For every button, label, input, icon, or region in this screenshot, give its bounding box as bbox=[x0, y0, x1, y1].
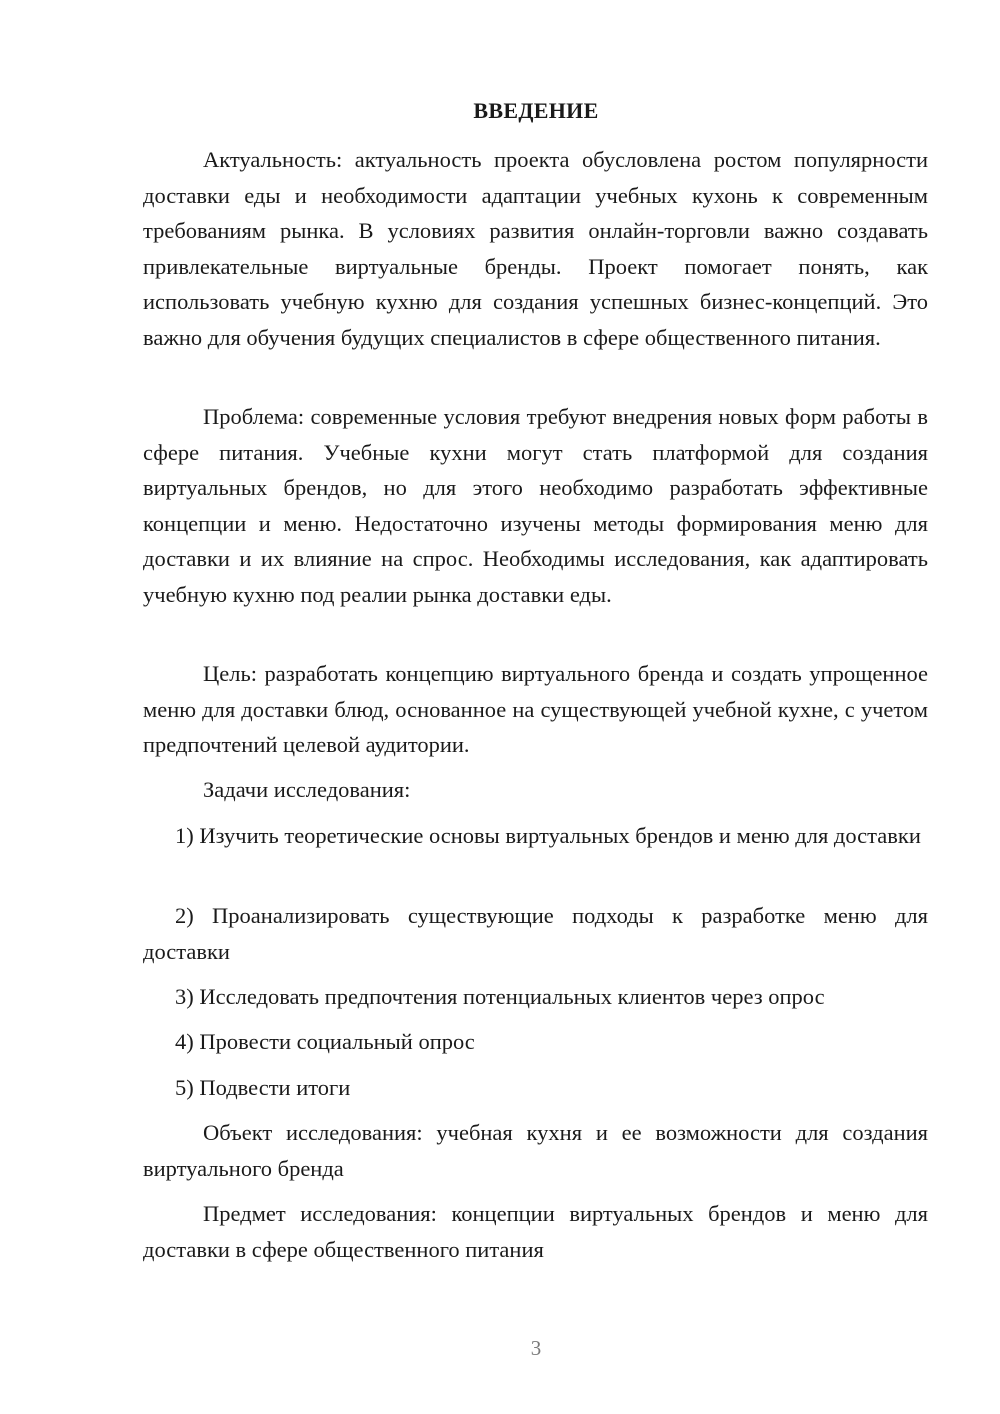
task-item-4: 4) Провести социальный опрос bbox=[175, 1029, 475, 1054]
paragraph-object: Объект исследования: учебная кухня и ее возможности для создания виртуального бренда bbox=[143, 1120, 928, 1181]
task-item-2: 2) Проанализировать существующие подходы к разработке меню для доставки bbox=[143, 903, 928, 964]
task-item-3: 3) Исследовать предпочтения потенциальных клиентов через опрос bbox=[175, 984, 825, 1009]
task-item-1: 1) Изучить теоретические основы виртуальных брендов и меню для доставки bbox=[175, 823, 921, 848]
paragraph-subject: Предмет исследования: концепции виртуальных брендов и меню для доставки в сфере общественного питания bbox=[143, 1201, 928, 1262]
paragraph-relevance: Актуальность: актуальность проекта обусловлена ростом популярности доставки еды и необходимости адаптации учебных кухонь к современным требованиям рынка. В условиях развития онлайн-торговли важно создавать привлекательные виртуальные бренды. Проект помогает понять, как использовать учебную кухню для создания успешных бизнес-концепций. Это важно для обучения будущих специалистов в сфере общественного питания. bbox=[143, 147, 928, 350]
page-number: 3 bbox=[530, 1336, 542, 1360]
tasks-heading: Задачи исследования: bbox=[203, 777, 411, 802]
section-title: ВВЕДЕНИЕ bbox=[473, 98, 599, 123]
paragraph-goal: Цель: разработать концепцию виртуального бренда и создать упрощенное меню для доставки блюд, основанное на существующей учебной кухне, с учетом предпочтений целевой аудитории. bbox=[143, 661, 928, 757]
task-item-5: 5) Подвести итоги bbox=[175, 1075, 351, 1100]
paragraph-problem: Проблема: современные условия требуют внедрения новых форм работы в сфере питания. Учебные кухни могут стать платформой для создания виртуальных брендов, но для этого необходимо разработать эффективные концепции и меню. Недостаточно изучены методы формирования меню для доставки и их влияние на спрос. Необходимы исследования, как адаптировать учебную кухню под реалии рынка доставки еды. bbox=[143, 404, 928, 607]
